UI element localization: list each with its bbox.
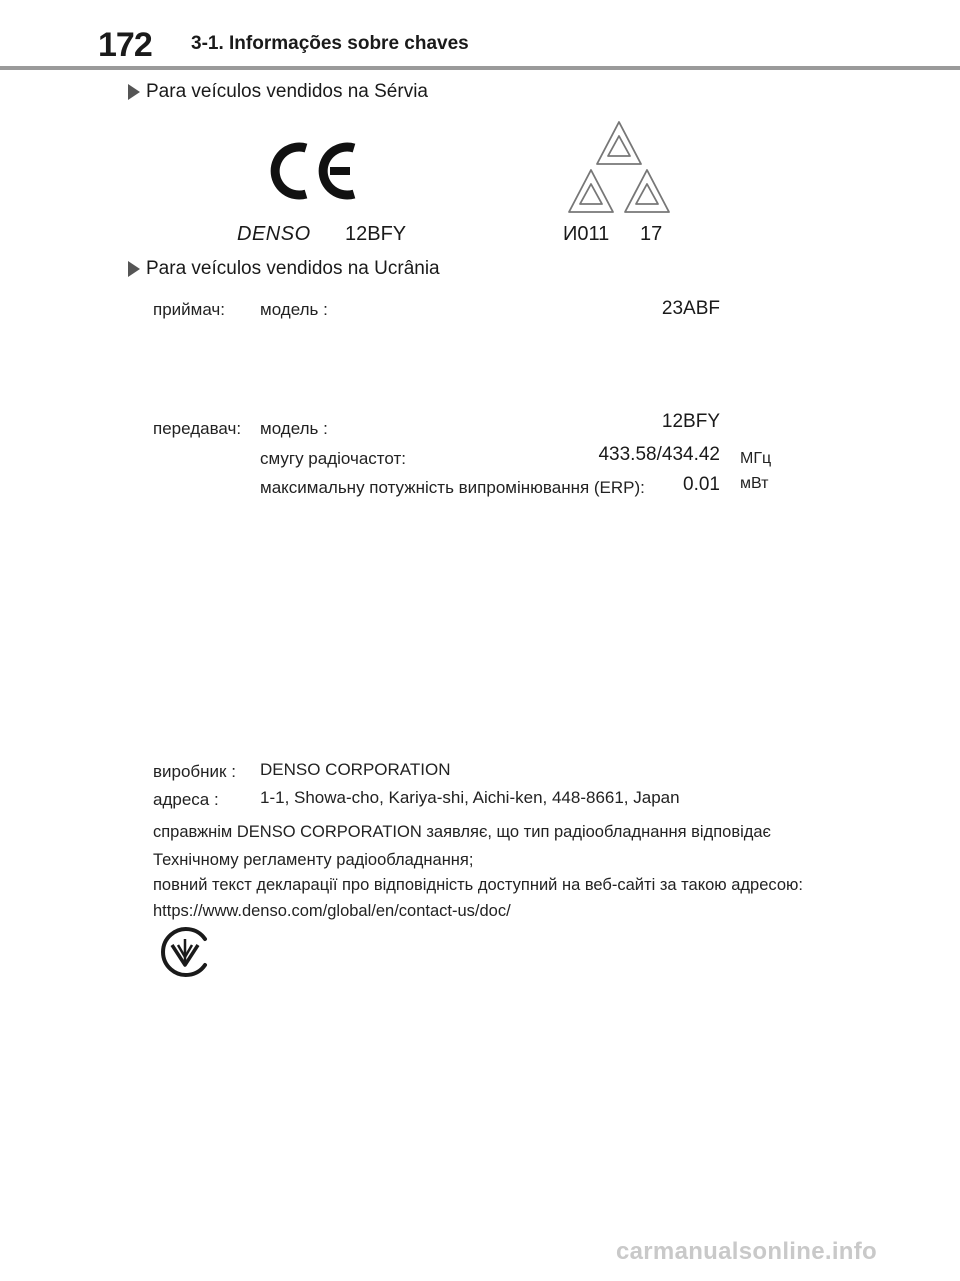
triangle-right-icon — [128, 84, 140, 100]
frequency-band-value: 433.58/434.42 — [598, 444, 720, 465]
ukraine-heading-text: Para veículos vendidos na Ucrânia — [146, 258, 440, 279]
transmitter-model-label: модель : — [260, 419, 328, 438]
page-number: 172 — [98, 26, 152, 64]
ce-mark-icon — [268, 138, 360, 209]
transmitter-model-value: 12BFY — [661, 411, 720, 432]
ukraine-heading — [128, 258, 440, 280]
denso-brand: DENSO — [237, 223, 311, 245]
serbia-approval-year: 17 — [640, 223, 663, 245]
address-value: 1-1, Showa-cho, Kariya-shi, Aichi-ken, 448-8661, Japan — [260, 788, 680, 807]
manufacturer-value: DENSO CORPORATION — [260, 760, 451, 779]
frequency-band-unit: МГц — [740, 450, 772, 467]
manufacturer-label: виробник : — [153, 762, 236, 781]
ukraine-conformity-mark-icon — [158, 925, 212, 984]
receiver-label: приймач: — [153, 300, 226, 319]
serbia-heading — [128, 81, 428, 103]
power-label: максимальну потужність випромінювання (ERP): — [260, 478, 645, 497]
footer-watermark: carmanualsonline.info — [616, 1238, 878, 1265]
declaration-line: справжнім DENSO CORPORATION заявляє, що тип радіообладнання відповідає — [153, 823, 771, 841]
power-unit: мВт — [740, 475, 769, 492]
triangle-right-icon — [128, 261, 140, 277]
serbia-model-code: 12BFY — [345, 223, 407, 245]
declaration-line: повний текст декларації про відповідність доступний на веб-сайті за такою адресою: — [153, 876, 803, 894]
serbia-triangle-mark-icon — [563, 118, 675, 221]
serbia-approval-code: И011 — [563, 223, 610, 245]
declaration-line: Технічному регламенту радіообладнання; — [153, 851, 474, 869]
serbia-heading-text: Para veículos vendidos na Sérvia — [146, 81, 428, 102]
section-title: 3-1. Informações sobre chaves — [191, 33, 469, 54]
header-divider — [0, 66, 960, 70]
transmitter-label: передавач: — [153, 419, 242, 438]
frequency-band-label: смугу радіочастот: — [260, 449, 406, 468]
receiver-model-label: модель : — [260, 300, 328, 319]
power-value: 0.01 — [683, 474, 720, 495]
receiver-model-value: 23ABF — [661, 298, 720, 319]
declaration-url: https://www.denso.com/global/en/contact-us/doc/ — [153, 902, 511, 920]
address-label: адреса : — [153, 790, 219, 809]
